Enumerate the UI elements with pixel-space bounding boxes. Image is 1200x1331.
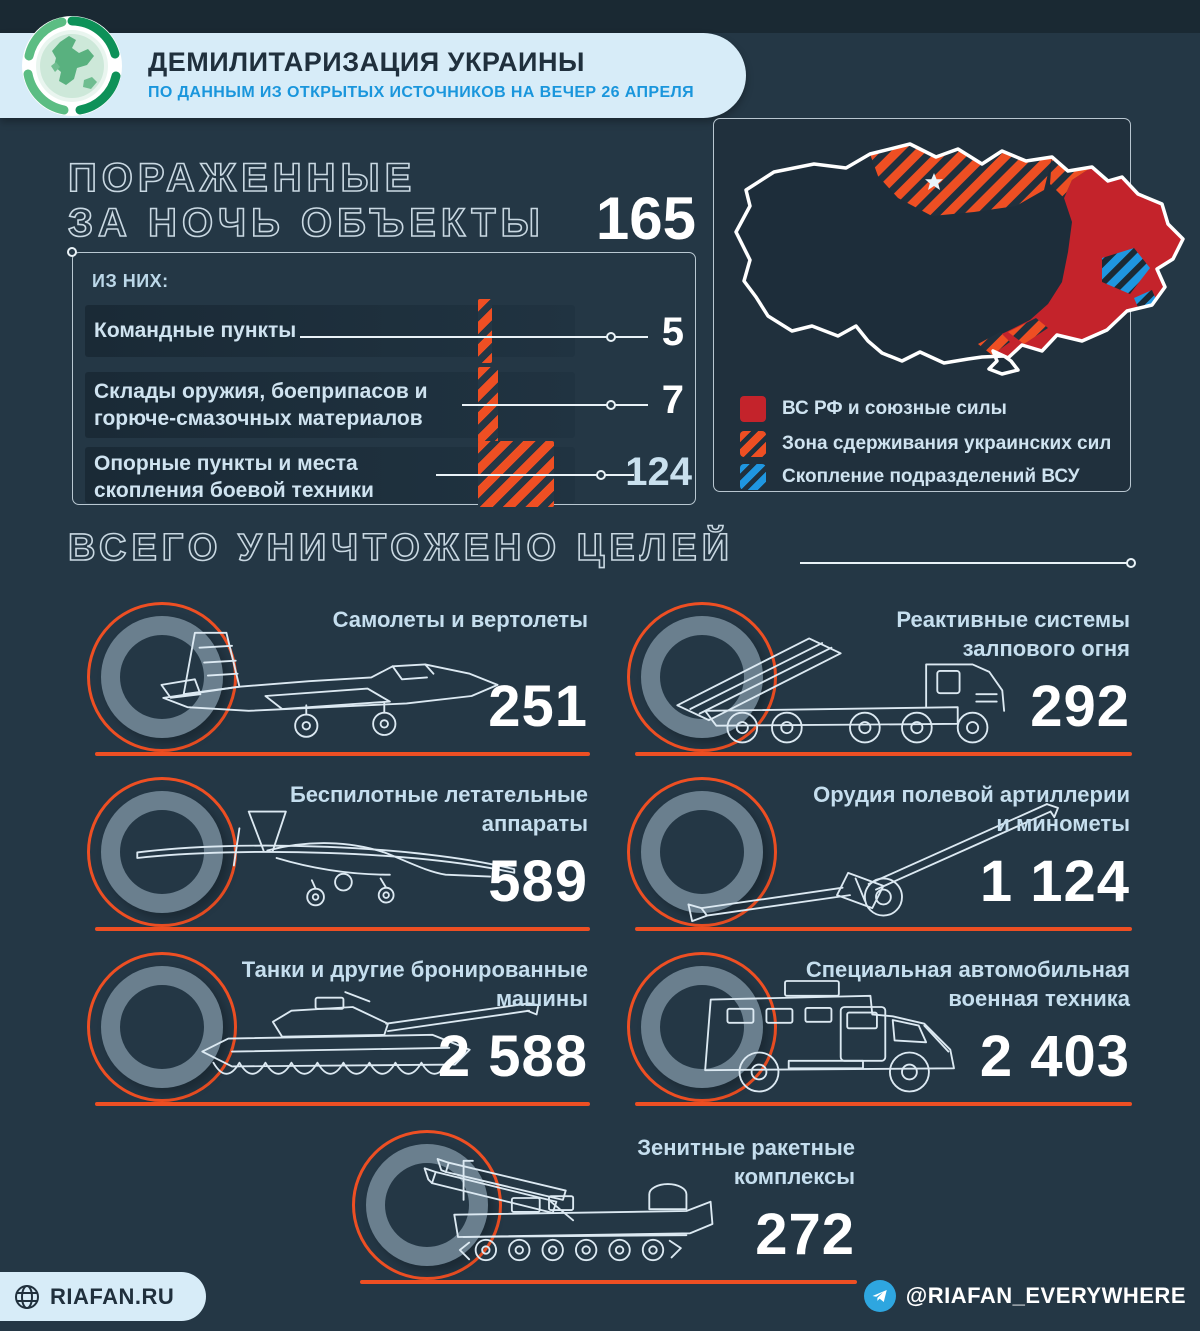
stat-row-label: Командные пункты (94, 319, 297, 342)
jet-icon (107, 618, 539, 748)
destroyed-card-artillery (625, 773, 1132, 931)
legend-swatch-red (740, 396, 766, 422)
stat-row-value: 7 (661, 378, 684, 422)
page-title: ДЕМИЛИТАРИЗАЦИЯ УКРАИНЫ (148, 47, 585, 77)
telegram-icon[interactable] (864, 1280, 896, 1312)
card-label: Беспилотные летательные аппараты (289, 782, 588, 836)
card-value: 272 (755, 1202, 855, 1267)
telegram-handle[interactable]: @RIAFAN_EVERYWHERE (905, 1283, 1186, 1308)
ukraine-map (706, 110, 1200, 378)
card-value: 589 (488, 849, 588, 914)
card-label: Самолеты и вертолеты (332, 607, 588, 632)
destroyed-card-aircraft (85, 598, 590, 756)
destroyed-card-tanks (85, 948, 590, 1106)
orange-underline (635, 752, 1132, 756)
top-strip (0, 0, 1200, 33)
legend-item (740, 396, 1007, 422)
orange-hatch-mark (478, 299, 492, 363)
stat-row-label: Опорные пункты и места скопления боевой техники (94, 452, 374, 503)
orange-underline (360, 1280, 857, 1284)
site-badge[interactable] (0, 1272, 206, 1321)
destroyed-card-military-vehicles (625, 948, 1132, 1106)
site-url[interactable]: RIAFAN.RU (50, 1283, 175, 1309)
heading-connector-dot (1126, 558, 1136, 568)
stat-row-label: Склады оружия, боеприпасов и горюче-смазочных материалов (94, 380, 428, 431)
destroyed-card-mlrs (625, 598, 1132, 756)
card-value: 2 403 (979, 1024, 1130, 1089)
stat-row-value: 124 (625, 450, 692, 494)
legend-swatch-orange-hatch (740, 431, 766, 457)
card-value: 1 124 (979, 849, 1130, 914)
legend-label: Зона сдерживания украинских сил (782, 433, 1112, 454)
destroyed-card-sam (350, 1126, 857, 1284)
night-strikes-heading-line1: ПОРАЖЕННЫЕ (68, 156, 417, 200)
card-label: Зенитные ракетные комплексы (637, 1135, 855, 1189)
legend-label: ВС РФ и союзные силы (782, 398, 1007, 419)
panel-corner-dot (67, 247, 77, 257)
orange-underline (95, 927, 590, 931)
orange-underline (635, 927, 1132, 931)
orange-underline (635, 1102, 1132, 1106)
telegram-badge[interactable] (864, 1280, 1186, 1312)
card-label: Специальная автомобильная военная техника (805, 957, 1130, 1011)
card-label: Реактивные системы залпового огня (896, 607, 1130, 661)
card-value: 2 588 (437, 1024, 588, 1089)
legend-item (740, 431, 1111, 457)
legend-swatch-blue-hatch (740, 464, 766, 490)
page-subtitle: ПО ДАННЫМ ИЗ ОТКРЫТЫХ ИСТОЧНИКОВ НА ВЕЧЕР 26 АПРЕЛЯ (148, 84, 695, 101)
globe-europe-icon (20, 14, 124, 118)
night-strikes-total: 165 (595, 185, 696, 252)
card-value: 251 (488, 674, 588, 739)
stat-row-value: 5 (661, 310, 684, 354)
of-which-label: ИЗ НИХ: (92, 271, 169, 291)
destroyed-heading: ВСЕГО УНИЧТОЖЕНО ЦЕЛЕЙ (68, 527, 735, 569)
night-strikes-heading (68, 156, 545, 246)
globe-icon (14, 1284, 40, 1310)
card-value: 292 (1030, 674, 1130, 739)
night-strikes-heading-line2: ЗА НОЧЬ ОБЪЕКТЫ (68, 201, 545, 245)
legend-label: Скопление подразделений ВСУ (782, 466, 1080, 487)
orange-underline (95, 1102, 590, 1106)
orange-underline (95, 752, 590, 756)
heading-connector-line (800, 562, 1130, 564)
card-label: Орудия полевой артиллерии и минометы (813, 782, 1130, 836)
legend-item (740, 464, 1080, 490)
card-label: Танки и другие бронированные машины (241, 957, 588, 1011)
destroyed-card-uav (85, 773, 590, 931)
